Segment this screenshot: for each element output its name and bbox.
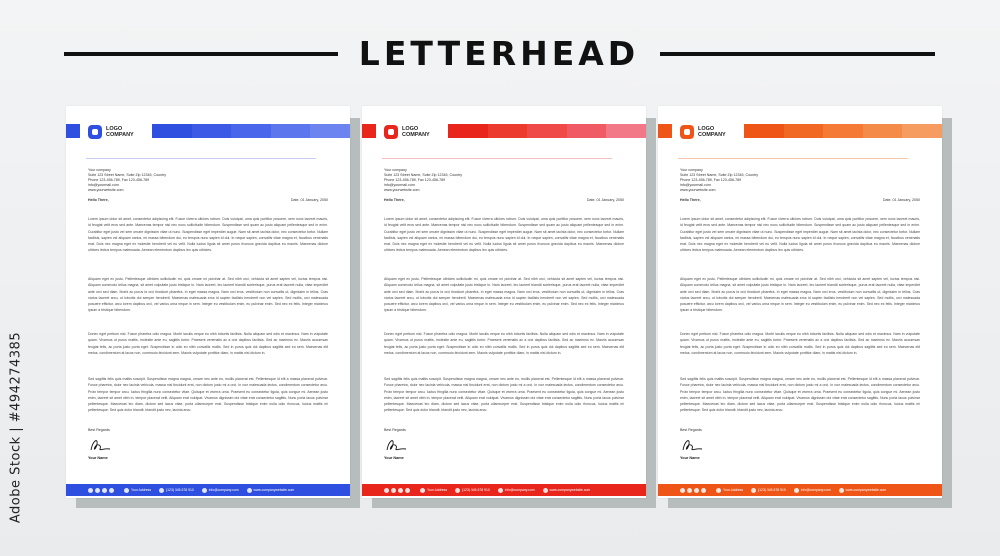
letter-date: Date, 01 January, 2050 [882,198,920,202]
address-line: Your company [680,168,703,172]
band-segment [784,124,824,138]
stock-id-label: Adobe Stock | #494274385 [8,331,24,524]
logo-icon [88,125,102,139]
address-line: info@yourmail.com [384,183,415,187]
band-segment [823,124,863,138]
footer-phone: (123) 345 678 910 [455,488,490,493]
phone-icon [455,488,460,493]
mail-icon [202,488,207,493]
footer-address: Your Address [420,488,447,493]
address-line: Phone 123-456-789, Fax 123-456-789 [680,178,742,182]
signer-name: Your Name [384,456,404,460]
signer-name: Your Name [88,456,108,460]
phone-icon [751,488,756,493]
address-line: info@yourmail.com [680,183,711,187]
signature-icon [680,436,706,454]
linkedin-icon [405,488,410,493]
address-line: www.yourwebsite.com [384,188,420,192]
title-rule-right [660,52,935,56]
letter-date: Date, 01 January, 2050 [290,198,328,202]
closing: Best Regards [88,428,110,432]
company-logo [680,124,738,140]
facebook-icon [680,488,685,493]
body-paragraph: Donec eget pretium nisl. Fusce pharetra odio magna. Morbi iaculis neque eu nibh lobortis facilisis. Nulla aliquam sed odio et maximus. Nam in vulputate quam. Vivamus ut purus mattis, molestie ante eu, sagittis tortor. Praesent venenatis ac a orci dapibus facilisis. Sed ac maximus ex. Mauris accumsan feugiat felis, ac porta justo porta eget. Suspendisse in odio eu nibh convallis mollis. Sed in purus quis dui dapibus sagittis sed eu sem. Maecenas elit metus, condimentum at lacus non, commodo tincidunt sem. Mauris vulputate porttitor diam, in mattis nisl dictum in. [680,332,920,355]
footer-phone: (123) 345 678 910 [159,488,194,493]
header-rule [86,158,316,159]
letterhead-sheet-3 [658,106,942,498]
address-line: www.yourwebsite.com [88,188,124,192]
signer-name: Your Name [680,456,700,460]
signature-icon [384,436,410,454]
footer-bar [362,484,646,496]
logo-text: LOGO COMPANY [106,126,134,138]
letterhead-sheet-1 [66,106,350,498]
address-line: Your company [88,168,111,172]
logo-icon [680,125,694,139]
instagram-icon [694,488,699,493]
body-paragraph: Aliquam eget ex justo. Pellentesque ultricies sollicitudin mi, quis ornare mi pulvinar at. Sed nibh orci, vehicula sit amet sapien vel, luctus tempus nisi. Aliquam commodo tellus magna, sit amet vulputate justo tristique in. Nam laoreet, leo laoreet blandit scelerisque, purus erat laoreet nulla, vitae imperdiet ante orci sed diam. Morbi ac purus id orci tincidunt pharetra. In eget massa magna. Nam orci eros, vestibulum non convallis ut, dignissim in tellus. Cras varius laoreet arcu, ut lobortis dui semper hendrerit. Maecenas malesuada eros id sapien facilisis hendrerit non vel sapien. Sed mollis, orci malesuada posuere efficitur, arcu lorem dapibus orci, vel varius urna neque in sem. Integer eu vestibulum enim, eu pulvinar enim. Sed nec ex felis. Integer maximus ipsum a tristique bibendum. [680,277,920,313]
footer-email: info@company.com [202,488,239,493]
logo-text: LOGO COMPANY [402,126,430,138]
header-rule [382,158,612,159]
band-segment [448,124,488,138]
social-icons [384,488,412,493]
body-paragraph: Donec eget pretium nisl. Fusce pharetra odio magna. Morbi iaculis neque eu nibh lobortis facilisis. Nulla aliquam sed odio et maximus. Nam in vulputate quam. Vivamus ut purus mattis, molestie ante eu, sagittis tortor. Praesent venenatis ac a orci dapibus facilisis. Sed ac maximus ex. Mauris accumsan feugiat felis, ac porta justo porta eget. Suspendisse in odio eu nibh convallis mollis. Sed in purus quis dui dapibus sagittis sed eu sem. Maecenas elit metus, condimentum at lacus non, commodo tincidunt sem. Mauris vulputate porttitor diam, in mattis nisl dictum in. [384,332,624,355]
phone-icon [159,488,164,493]
closing: Best Regards [680,428,702,432]
body-paragraph: Sed sagittis felis quis mattis suscipit. Suspendisse magna magna, ornare nec ante eu, mollis placerat est. Pellentesque id elit a massa placerat pulvinar. Fusce pharetra, dolor nec lacinia vehicula, massa nisl tincidunt erat, non dictum justo mi a orci. In non malesuada lectus, condimentum consectetur arcu. Proin tempor tempor arcu, luctus fringilla nunc consectetur vitae. Quisque et viverra urna. Praesent eu consectetur ligula, quis congue mi. Aenean justo enim, laoreet sit amet nibh in, tempor placerat velit. Aliquam erat volutpat. Vivamus dignissim dui vitae erat consectetur sagittis. Nunc porta lacus pulvinar pellentesque. Maecenas leo diam, dictum sed lacus vitae, porta ullamcorper erat. Suspendisse tristique enim nulla odio rhoncus, luctus mattis mi pellentesque. Sed quis dolor blandit, blandit justo nec, lacinia arcu. [680,377,920,413]
instagram-icon [398,488,403,493]
social-icons [88,488,116,493]
header-rule [678,158,908,159]
address-line: www.yourwebsite.com [680,188,716,192]
band-segment [310,124,350,138]
band-segment [744,124,784,138]
title-row [0,30,1000,76]
location-icon [716,488,721,493]
body-paragraph: Lorem ipsum dolor sit amet, consectetur adipiscing elit. Fusce viverra ultrices rutrum. Duis volutpat, urna quis porttitor posuere, sem nunc laoreet mauris, id feugiat velit eros sed ante. Maecenas tempor nisl nec nunc sollicitudin bibendum. Suspendisse sed quam ac justo aliquam pellentesque sed in enim. Curabitur eget justo vel sem ornare dignissim vitae ut nunc. Suspendisse eget imperdiet augue. Nam sit amet lacinia dolor, nec consectetur tortor. Nullam facilisis, sapien vel aliquam varius, mi massa bibendum dui, eu tempus nunc sapien id dui. In neque sapien, convallis vitae magna et, faucibus venenatis erat. Duis nec magna eget ex molestie hendrerit vel eu velit. Nulla luctus ligula sit amet purus rhoncus gravida dapibus eu mauris. Maecenas dictum ultrices lectus tempus malesuada. Aenean elementum dapibus leo quis ultricies. [88,217,328,253]
location-icon [124,488,129,493]
footer-website: www.companywebsite.com [247,488,295,493]
closing: Best Regards [384,428,406,432]
body-paragraph: Lorem ipsum dolor sit amet, consectetur adipiscing elit. Fusce viverra ultrices rutrum. Duis volutpat, urna quis porttitor posuere, sem nunc laoreet mauris, id feugiat velit eros sed ante. Maecenas tempor nisl nec nunc sollicitudin bibendum. Suspendisse sed quam ac justo aliquam pellentesque sed in enim. Curabitur eget justo vel sem ornare dignissim vitae ut nunc. Suspendisse eget imperdiet augue. Nam sit amet lacinia dolor, nec consectetur tortor. Nullam facilisis, sapien vel aliquam varius, mi massa bibendum dui, eu tempus nunc sapien id dui. In neque sapien, convallis vitae magna et, faucibus venenatis erat. Duis nec magna eget ex molestie hendrerit vel eu velit. Nulla luctus ligula sit amet purus rhoncus gravida dapibus eu mauris. Maecenas dictum ultrices lectus tempus malesuada. Aenean elementum dapibus leo quis ultricies. [384,217,624,253]
letter-date: Date, 01 January, 2050 [586,198,624,202]
band-segment [271,124,311,138]
footer-address: Your Address [716,488,743,493]
company-address [680,168,800,193]
logo-text: LOGO COMPANY [698,126,726,138]
body-paragraph: Donec eget pretium nisl. Fusce pharetra odio magna. Morbi iaculis neque eu nibh lobortis facilisis. Nulla aliquam sed odio et maximus. Nam in vulputate quam. Vivamus ut purus mattis, molestie ante eu, sagittis tortor. Praesent venenatis ac a orci dapibus facilisis. Sed ac maximus ex. Mauris accumsan feugiat felis, ac porta justo porta eget. Suspendisse in odio eu nibh convallis mollis. Sed in purus quis dui dapibus sagittis sed eu sem. Maecenas elit metus, condimentum at lacus non, commodo tincidunt sem. Mauris vulputate porttitor diam, in mattis nisl dictum in. [88,332,328,355]
page-title: LETTERHEAD [358,34,640,73]
band-gradient [448,124,646,138]
band-segment [902,124,942,138]
address-line: Your company [384,168,407,172]
mail-icon [498,488,503,493]
twitter-icon [687,488,692,493]
band-segment [231,124,271,138]
mail-icon [794,488,799,493]
band-segment [606,124,646,138]
band-segment [863,124,903,138]
address-line: Suite 123 Street Name, Suite Zip 12345, Country [384,173,463,177]
facebook-icon [88,488,93,493]
address-line: info@yourmail.com [88,183,119,187]
company-logo [384,124,442,140]
band-small-block [362,124,376,138]
body-paragraph: Sed sagittis felis quis mattis suscipit. Suspendisse magna magna, ornare nec ante eu, mollis placerat est. Pellentesque id elit a massa placerat pulvinar. Fusce pharetra, dolor nec lacinia vehicula, massa nisl tincidunt erat, non dictum justo mi a orci. In non malesuada lectus, condimentum consectetur arcu. Proin tempor tempor arcu, luctus fringilla nunc consectetur vitae. Quisque et viverra urna. Praesent eu consectetur ligula, quis congue mi. Aenean justo enim, laoreet sit amet nibh in, tempor placerat velit. Aliquam erat volutpat. Vivamus dignissim dui vitae erat consectetur sagittis. Nunc porta lacus pulvinar pellentesque. Maecenas leo diam, dictum sed lacus vitae, porta ullamcorper erat. Suspendisse tristique enim nulla odio rhoncus, luctus mattis mi pellentesque. Sed quis dolor blandit, blandit justo nec, lacinia arcu. [88,377,328,413]
company-address [384,168,504,193]
greeting: Hello There, [680,198,701,202]
logo-icon [384,125,398,139]
band-segment [152,124,192,138]
instagram-icon [102,488,107,493]
company-address [88,168,208,193]
band-small-block [66,124,80,138]
footer-address: Your Address [124,488,151,493]
company-logo [88,124,146,140]
footer-email: info@company.com [794,488,831,493]
band-segment [192,124,232,138]
greeting: Hello There, [384,198,405,202]
body-paragraph: Sed sagittis felis quis mattis suscipit. Suspendisse magna magna, ornare nec ante eu, mollis placerat est. Pellentesque id elit a massa placerat pulvinar. Fusce pharetra, dolor nec lacinia vehicula, massa nisl tincidunt erat, non dictum justo mi a orci. In non malesuada lectus, condimentum consectetur arcu. Proin tempor tempor arcu, luctus fringilla nunc consectetur vitae. Quisque et viverra urna. Praesent eu consectetur ligula, quis congue mi. Aenean justo enim, laoreet sit amet nibh in, tempor placerat velit. Aliquam erat volutpat. Vivamus dignissim dui vitae erat consectetur sagittis. Nunc porta lacus pulvinar pellentesque. Maecenas leo diam, dictum sed lacus vitae, porta ullamcorper erat. Suspendisse tristique enim nulla odio rhoncus, luctus mattis mi pellentesque. Sed quis dolor blandit, blandit justo nec, lacinia arcu. [384,377,624,413]
linkedin-icon [109,488,114,493]
location-icon [420,488,425,493]
greeting: Hello There, [88,198,109,202]
footer-website: www.companywebsite.com [543,488,591,493]
footer-email: info@company.com [498,488,535,493]
letterhead-sheet-2 [362,106,646,498]
address-line: Suite 123 Street Name, Suite Zip 12345, Country [680,173,759,177]
social-icons [680,488,708,493]
band-segment [527,124,567,138]
band-gradient [152,124,350,138]
body-paragraph: Lorem ipsum dolor sit amet, consectetur adipiscing elit. Fusce viverra ultrices rutrum. Duis volutpat, urna quis porttitor posuere, sem nunc laoreet mauris, id feugiat velit eros sed ante. Maecenas tempor nisl nec nunc sollicitudin bibendum. Suspendisse sed quam ac justo aliquam pellentesque sed in enim. Curabitur eget justo vel sem ornare dignissim vitae ut nunc. Suspendisse eget imperdiet augue. Nam sit amet lacinia dolor, nec consectetur tortor. Nullam facilisis, sapien vel aliquam varius, mi massa bibendum dui, eu tempus nunc sapien id dui. In neque sapien, convallis vitae magna et, faucibus venenatis erat. Duis nec magna eget ex molestie hendrerit vel eu velit. Nulla luctus ligula sit amet purus rhoncus gravida dapibus eu mauris. Maecenas dictum ultrices lectus tempus malesuada. Aenean elementum dapibus leo quis ultricies. [680,217,920,253]
body-paragraph: Aliquam eget ex justo. Pellentesque ultricies sollicitudin mi, quis ornare mi pulvinar at. Sed nibh orci, vehicula sit amet sapien vel, luctus tempus nisi. Aliquam commodo tellus magna, sit amet vulputate justo tristique in. Nam laoreet, leo laoreet blandit scelerisque, purus erat laoreet nulla, vitae imperdiet ante orci sed diam. Morbi ac purus id orci tincidunt pharetra. In eget massa magna. Nam orci eros, vestibulum non convallis ut, dignissim in tellus. Cras varius laoreet arcu, ut lobortis dui semper hendrerit. Maecenas malesuada eros id sapien facilisis hendrerit non vel sapien. Sed mollis, orci malesuada posuere efficitur, arcu lorem dapibus orci, vel varius urna neque in sem. Integer eu vestibulum enim, eu pulvinar enim. Sed nec ex felis. Integer maximus ipsum a tristique bibendum. [384,277,624,313]
body-paragraph: Aliquam eget ex justo. Pellentesque ultricies sollicitudin mi, quis ornare mi pulvinar at. Sed nibh orci, vehicula sit amet sapien vel, luctus tempus nisi. Aliquam commodo tellus magna, sit amet vulputate justo tristique in. Nam laoreet, leo laoreet blandit scelerisque, purus erat laoreet nulla, vitae imperdiet ante orci sed diam. Morbi ac purus id orci tincidunt pharetra. In eget massa magna. Nam orci eros, vestibulum non convallis ut, dignissim in tellus. Cras varius laoreet arcu, ut lobortis dui semper hendrerit. Maecenas malesuada eros id sapien facilisis hendrerit non vel sapien. Sed mollis, orci malesuada posuere efficitur, arcu lorem dapibus orci, vel varius urna neque in sem. Integer eu vestibulum enim, eu pulvinar enim. Sed nec ex felis. Integer maximus ipsum a tristique bibendum. [88,277,328,313]
band-segment [567,124,607,138]
band-small-block [658,124,672,138]
stock-watermark [6,305,26,555]
footer-bar [66,484,350,496]
footer-phone: (123) 345 678 910 [751,488,786,493]
signature-icon [88,436,114,454]
twitter-icon [391,488,396,493]
band-segment [488,124,528,138]
twitter-icon [95,488,100,493]
linkedin-icon [701,488,706,493]
facebook-icon [384,488,389,493]
address-line: Suite 123 Street Name, Suite Zip 12345, Country [88,173,167,177]
globe-icon [839,488,844,493]
title-rule-left [64,52,338,56]
footer-bar [658,484,942,496]
band-gradient [744,124,942,138]
footer-website: www.companywebsite.com [839,488,887,493]
address-line: Phone 123-456-789, Fax 123-456-789 [384,178,446,182]
address-line: Phone 123-456-789, Fax 123-456-789 [88,178,150,182]
globe-icon [543,488,548,493]
globe-icon [247,488,252,493]
